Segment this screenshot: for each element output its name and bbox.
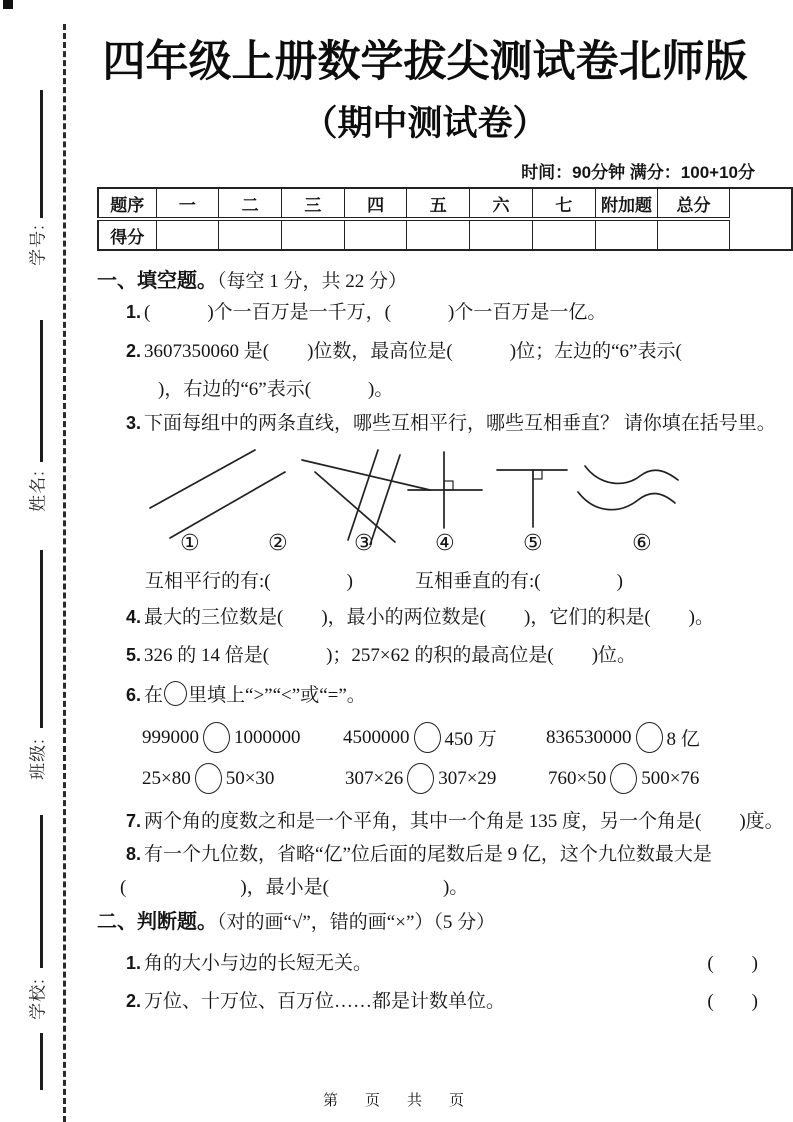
comparison-left: 25×80: [142, 767, 191, 789]
scan-corner-mark: [3, 0, 13, 9]
fill-question-4: [126, 606, 714, 630]
figure-2-label: ②: [268, 531, 288, 556]
comparison-circle: [610, 763, 637, 794]
question-number: 8.: [126, 844, 142, 864]
figure-6-wavy-curves: [578, 466, 678, 510]
school-label: 学校:: [28, 978, 48, 1020]
question-number: 7.: [126, 811, 142, 831]
score-table: [97, 187, 793, 251]
question-number: 2.: [126, 341, 142, 361]
fill-question-8-line-1: [126, 843, 712, 867]
question-text: 在: [144, 685, 164, 706]
comparison-left: 307×26: [345, 767, 404, 789]
comparison-left: 4500000: [343, 726, 410, 748]
comparison-left: 999000: [142, 726, 199, 748]
score-cell: [532, 219, 595, 250]
question-text: 有一个九位数，省略“亿”位后面的尾数后是 9 亿，这个九位数最大是: [144, 844, 712, 865]
score-cell: [281, 219, 344, 250]
judge-question-2: [126, 986, 758, 1013]
comparison-right: 8 亿: [666, 729, 700, 750]
question-text: ( )，最小是( )。: [120, 877, 469, 898]
question-text: 326 的 14 倍是( )；257×62 的积的最高位是( )位。: [144, 645, 637, 666]
fill-question-1: [126, 301, 606, 325]
section-1-heading: [97, 264, 407, 293]
score-table-header-cell: 一: [156, 188, 219, 219]
fill-question-7: [126, 810, 784, 834]
score-table-header-cell: 四: [344, 188, 407, 219]
section-1-note: （每空 1 分，共 22 分）: [217, 271, 408, 292]
score-cell: [407, 219, 470, 250]
question-text: 角的大小与边的长短无关。: [144, 953, 373, 974]
fill-question-2-line-1: [126, 340, 682, 364]
judge-question-1: [126, 948, 758, 975]
section-1-title: 一、填空题。: [97, 270, 217, 292]
score-cell: [344, 219, 407, 250]
comparison-circle-placeholder: [164, 681, 187, 706]
comparison-item: [546, 722, 700, 753]
judge-question-text: [126, 948, 372, 975]
question-number: 3.: [126, 413, 142, 433]
question-number: 6.: [126, 685, 142, 705]
binding-dashed-line: [63, 24, 66, 1122]
fill-question-3: [126, 412, 776, 436]
paper-subtitle: （期中测试卷）: [302, 104, 548, 143]
figure-5-label: ⑤: [523, 531, 543, 556]
fill-question-8-line-2: [120, 876, 468, 900]
comparison-right: 450 万: [444, 729, 497, 750]
comparison-circle: [414, 722, 441, 753]
section-2-heading: [97, 905, 495, 934]
name-label: 姓名:: [28, 470, 48, 512]
comparison-right: 500×76: [641, 767, 700, 789]
comparison-circle: [195, 763, 222, 794]
comparison-circle: [203, 722, 230, 753]
question-text: ( )个一百万是一千万，( )个一百万是一亿。: [144, 302, 607, 323]
fill-question-2-line-2: [158, 378, 393, 402]
judge-answer-blank: ( ): [707, 991, 758, 1012]
school-writing-line: [40, 815, 43, 968]
question-text: )，右边的“6”表示( )。: [158, 379, 394, 400]
margin-bottom-line: [40, 1033, 43, 1090]
perpendicular-answer-blank: 互相垂直的有:( ): [415, 571, 623, 592]
score-table-header-cell: 总分: [658, 188, 729, 219]
judge-question-text: [126, 986, 505, 1013]
figure-4-label: ④: [435, 531, 455, 556]
comparison-item: [345, 763, 496, 794]
score-cell: [156, 219, 219, 250]
score-table-header-cell: 五: [407, 188, 470, 219]
comparison-left: 760×50: [548, 767, 607, 789]
score-table-header-cell: 七: [532, 188, 595, 219]
lines-figure-group: [95, 440, 755, 545]
class-writing-line: [40, 550, 43, 728]
figure-1-label: ①: [180, 531, 200, 556]
figure-4-perpendicular-cross: [408, 452, 482, 528]
question-text: 最大的三位数是( )，最小的两位数是( )，它们的积是( )。: [144, 607, 714, 628]
comparison-item: [548, 763, 699, 794]
score-table-header-cell: 题序: [98, 188, 156, 219]
comparison-right: 1000000: [234, 726, 301, 748]
class-label: 班级:: [28, 738, 48, 780]
comparison-right: 307×29: [438, 767, 497, 789]
figure-1-parallel-slanted-lines: [150, 450, 285, 538]
student-id-label: 学号:: [28, 224, 48, 266]
time-and-score-info: 时间：90分钟 满分：100+10分: [521, 163, 755, 182]
score-cell: [595, 219, 658, 250]
comparison-item: [142, 763, 274, 794]
question-text: 下面每组中的两条直线，哪些互相平行，哪些互相垂直？ 请你填在括号里。: [144, 413, 776, 434]
paper-title: 四年级上册数学拔尖测试卷北师版: [102, 38, 748, 86]
page-footer: 第 页 共 页: [322, 1092, 470, 1109]
comparison-left: 836530000: [546, 726, 632, 748]
comparison-circle: [636, 722, 663, 753]
score-row-label: 得分: [98, 219, 156, 250]
score-table-header-cell: 六: [470, 188, 533, 219]
parallel-answer-blank: 互相平行的有:( ): [145, 571, 353, 592]
comparison-right: 50×30: [225, 767, 275, 789]
question-text: 两个角的度数之和是一个平角，其中一个角是 135 度，另一个角是( )度。: [144, 811, 784, 832]
question-number: 1.: [126, 953, 142, 973]
question-text: 3607350060 是( )位数，最高位是( )位；左边的“6”表示(: [144, 341, 682, 362]
question-number: 2.: [126, 991, 142, 1011]
figure-2-intersecting-angle-lines: [302, 460, 430, 542]
score-table-header-cell: 附加题: [595, 188, 658, 219]
comparison-item: [142, 722, 301, 753]
question-number: 5.: [126, 645, 142, 665]
question-text: 里填上“>”“<”或“=”。: [188, 685, 366, 706]
figure-6-label: ⑥: [632, 531, 652, 556]
comparison-item: [343, 722, 497, 753]
question-text: 万位、十万位、百万位……都是计数单位。: [144, 991, 506, 1012]
student-id-writing-line: [40, 90, 43, 218]
comparison-circle: [407, 763, 434, 794]
score-cell: [658, 219, 729, 250]
name-writing-line: [40, 320, 43, 462]
figure-3-label: ③: [354, 531, 374, 556]
fill-question-6: [126, 681, 366, 708]
section-2-title: 二、判断题。: [97, 911, 217, 933]
question-number: 4.: [126, 607, 142, 627]
score-cell: [219, 219, 282, 250]
section-2-note: （对的画“√”，错的画“×”）（5 分）: [217, 912, 496, 933]
score-table-header-cell: 三: [281, 188, 344, 219]
score-table-header-cell: 二: [219, 188, 282, 219]
figure-5-perpendicular-t-shape: [497, 470, 567, 527]
question-number: 1.: [126, 302, 142, 322]
score-cell: [470, 219, 533, 250]
fill-question-5: [126, 644, 636, 668]
judge-answer-blank: ( ): [707, 953, 758, 974]
